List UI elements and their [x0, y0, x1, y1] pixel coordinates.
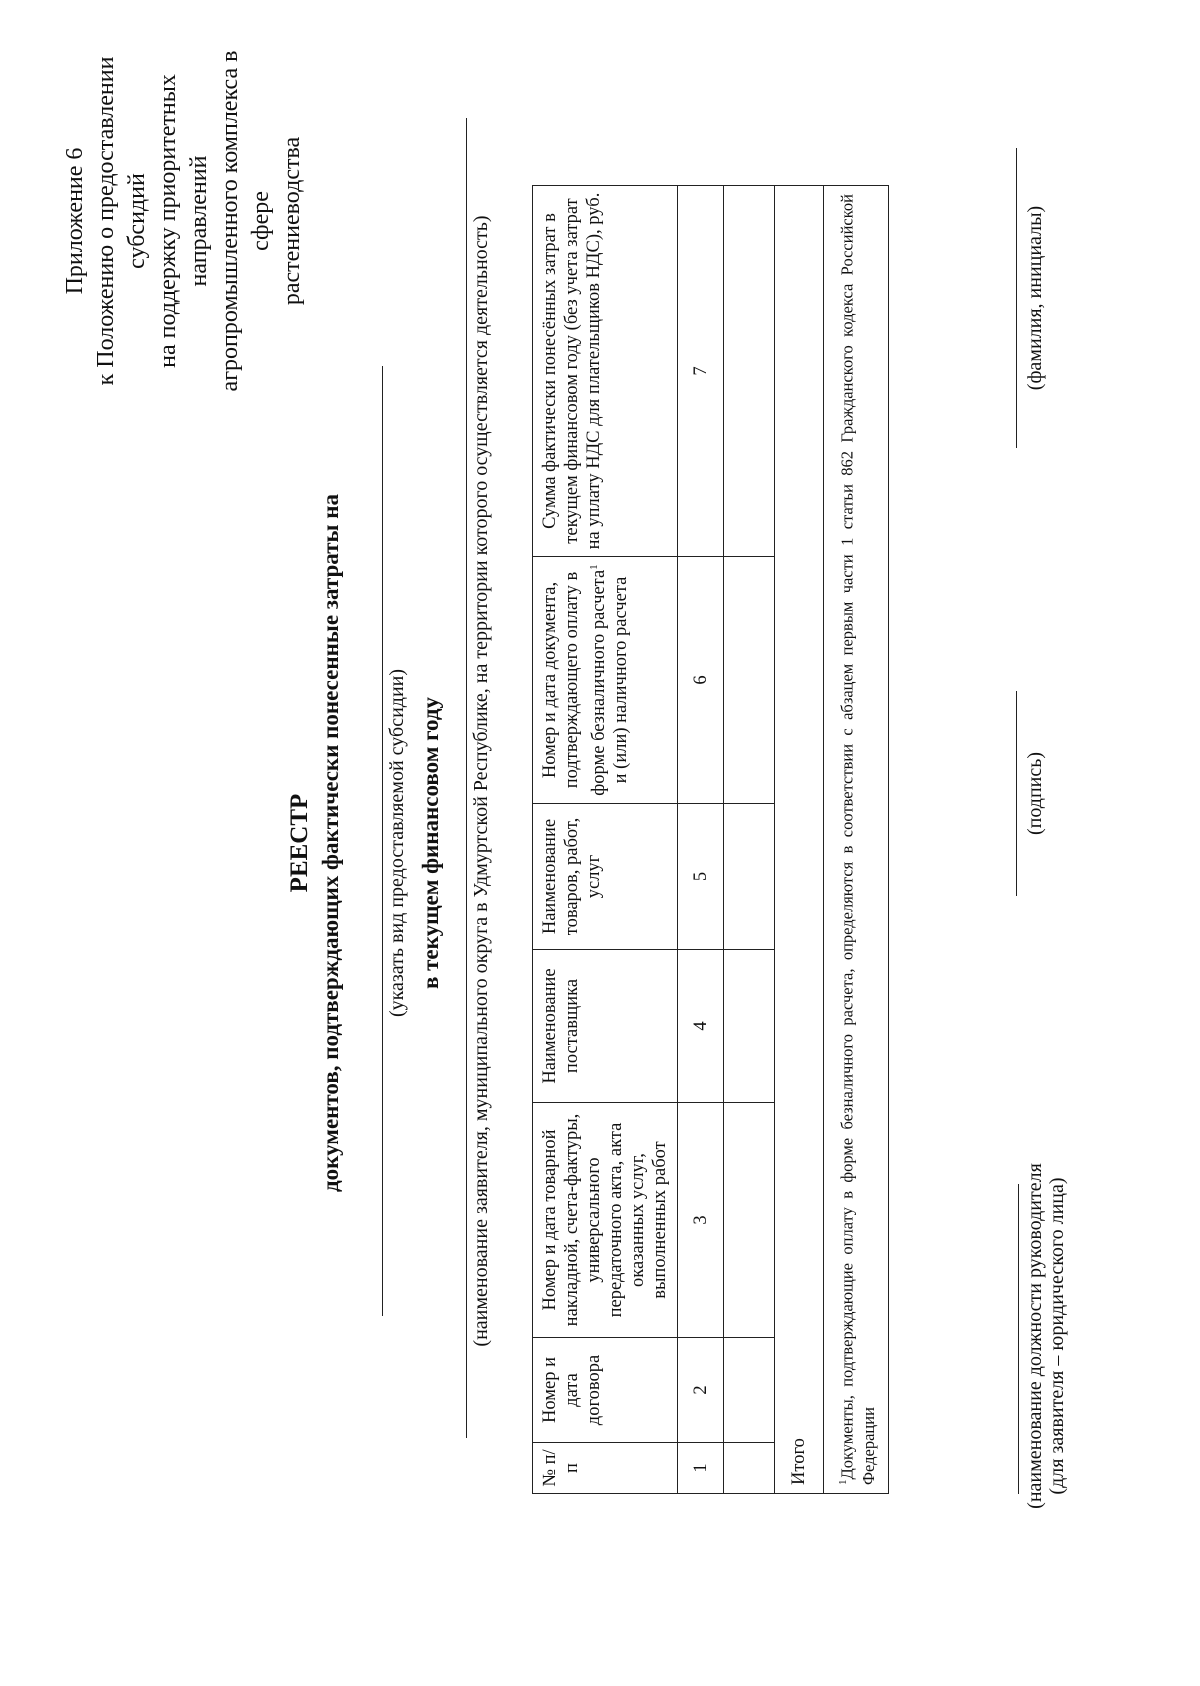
registry-year-line: в текущем финансовом году — [418, 696, 443, 990]
appendix-line: агропромышленного комплекса в сфере — [217, 50, 274, 392]
column-number: 4 — [678, 950, 724, 1103]
table-header-row — [533, 186, 678, 1494]
table-cell — [724, 1443, 775, 1494]
position-caption — [1024, 1146, 1068, 1526]
table-cell — [724, 804, 775, 950]
column-number: 2 — [678, 1338, 724, 1443]
total-label: Итого — [775, 186, 824, 1494]
header-cell-text: и (или) наличного расчета — [611, 576, 632, 784]
appendix-line: к Положению о предоставлении субсидий — [93, 56, 150, 386]
position-caption-line: (наименование должности руководителя — [1024, 1163, 1046, 1509]
table-cell — [724, 1103, 775, 1338]
appendix-line: на поддержку приоритетных направлений — [155, 74, 212, 368]
subsidy-caption: (указать вид предоставляемой субсидии) — [386, 668, 408, 1018]
column-number: 1 — [678, 1443, 724, 1494]
registry-table — [532, 185, 889, 1494]
column-number: 7 — [678, 186, 724, 557]
header-cell — [533, 557, 678, 804]
applicant-caption: (наименование заявителя, муниципального округа в Удмуртской Республике, на территории которого осуществляется деятельность) — [470, 215, 492, 1347]
column-number: 3 — [678, 1103, 724, 1338]
column-number: 6 — [678, 557, 724, 804]
appendix-block — [60, 36, 308, 406]
header-cell-text: Номер и дата документа, подтверждающего оплату в форме безналичного расчета — [540, 569, 610, 796]
position-fill-line — [1018, 1184, 1019, 1494]
header-cell: Сумма фактически понесённых затрат в текущем финансовом году (без учета затрат на уплату НДС для плательщиков НДС), руб. — [533, 186, 678, 557]
appendix-line: Приложение 6 — [62, 147, 88, 295]
signature-fill-line — [1016, 691, 1017, 896]
subsidy-fill-line — [382, 366, 383, 1316]
applicant-fill-line — [466, 118, 467, 1438]
registry-subtitle: документов, подтверждающих фактически понесенные затраты на — [318, 494, 343, 1192]
header-cell: Наименование товаров, работ, услуг — [533, 804, 678, 950]
footnote-row — [824, 186, 889, 1494]
position-caption-line: (для заявителя – юридического лица) — [1046, 1177, 1068, 1495]
header-cell: Номер и дата договора — [533, 1338, 678, 1443]
footnote-text: Документы, подтверждающие оплату в форме безналичного расчета, определяются в соответствии с абзацем первым части 1 статьи 862 Гражданского кодекса Российской Федерации — [837, 194, 878, 1485]
total-row — [775, 186, 824, 1494]
table-cell — [724, 557, 775, 804]
signature-caption: (подпись) — [1024, 751, 1046, 836]
table-cell — [724, 186, 775, 557]
header-cell: Номер и дата товарной накладной, счета-фактуры, универсального передаточного акта, акта оказанных услуг, выполненных работ — [533, 1103, 678, 1338]
registry-title: РЕЕСТР — [286, 793, 313, 893]
name-caption: (фамилия, инициалы) — [1024, 205, 1046, 391]
header-cell: № п/п — [533, 1443, 678, 1494]
table-cell — [724, 950, 775, 1103]
column-number: 5 — [678, 804, 724, 950]
appendix-line: растениеводства — [279, 136, 305, 306]
footnote-marker: 1 — [837, 1479, 850, 1485]
name-fill-line — [1016, 148, 1017, 448]
table-row — [724, 186, 775, 1494]
footnote-cell — [824, 186, 889, 1494]
table-cell — [724, 1338, 775, 1443]
footnote-marker: 1 — [588, 564, 600, 570]
header-cell: Наименование поставщика — [533, 950, 678, 1103]
table-row — [678, 186, 724, 1494]
